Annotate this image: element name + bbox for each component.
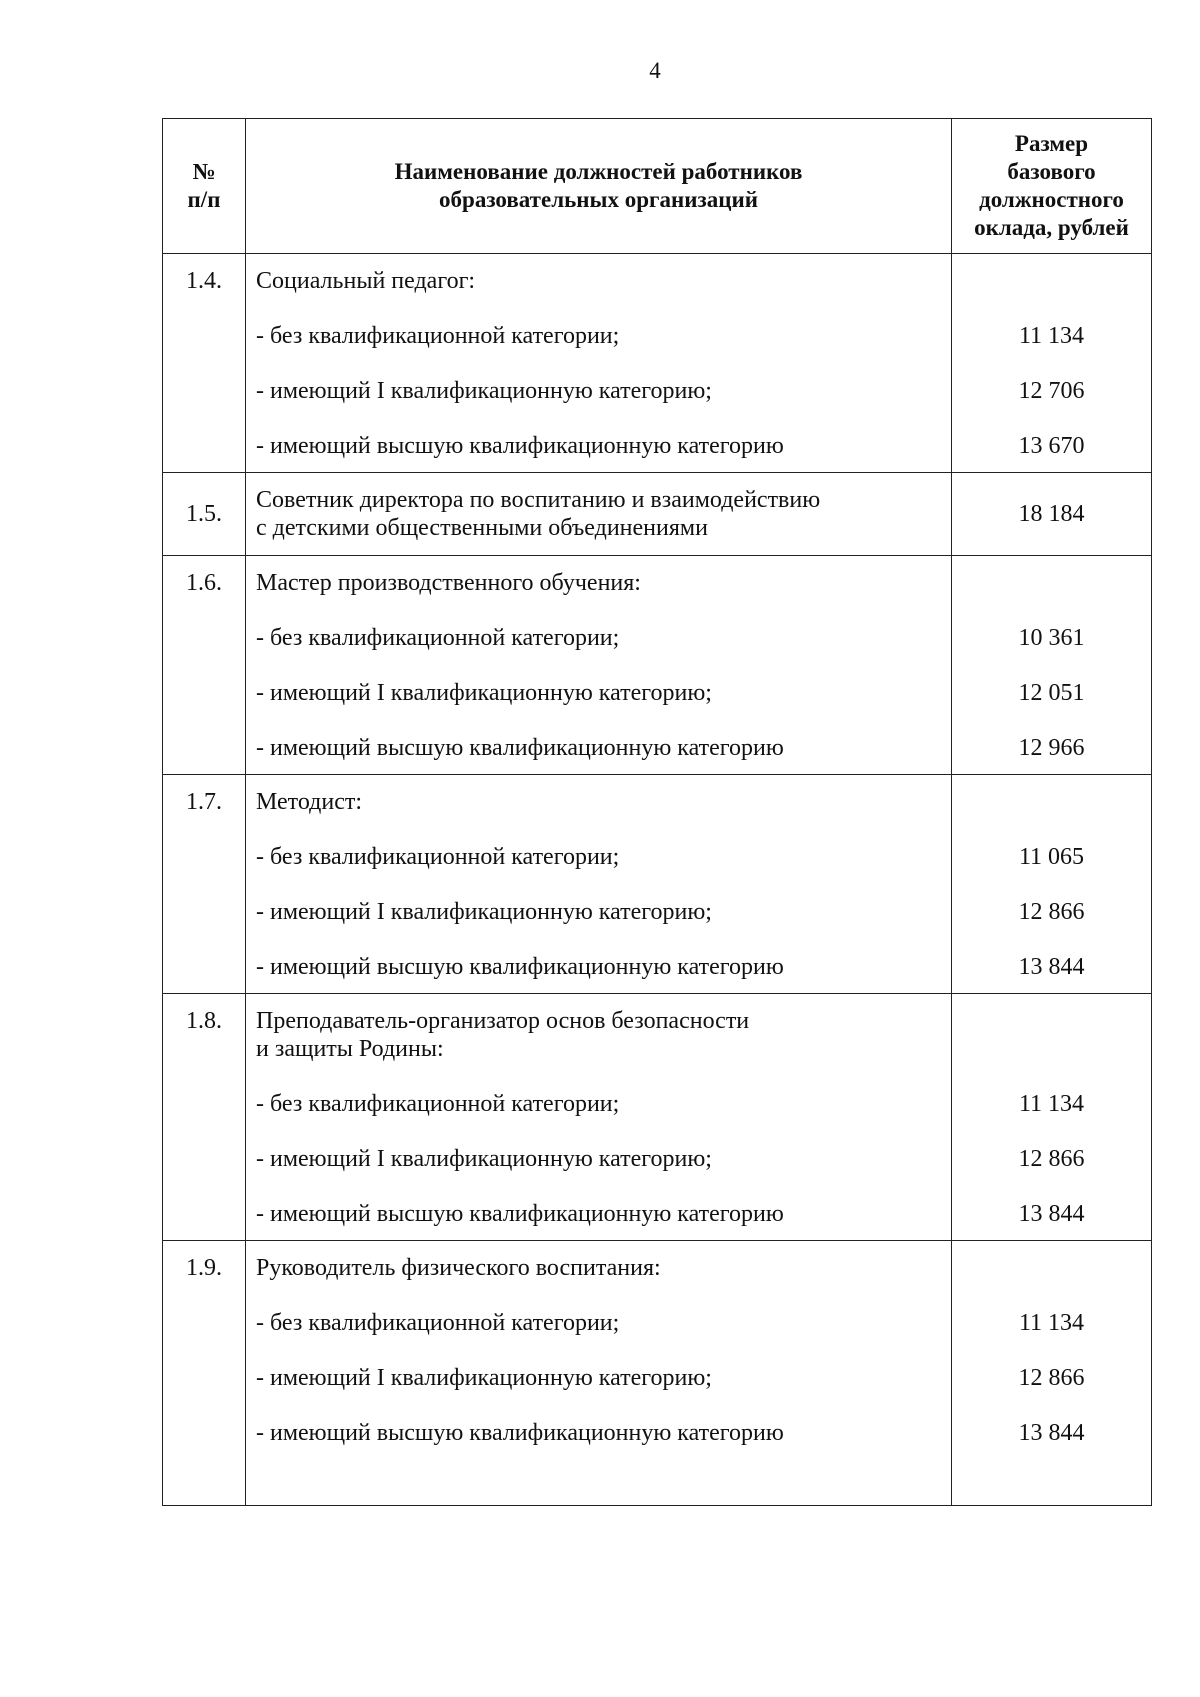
category-label (246, 1392, 952, 1506)
salary-value-empty (952, 1241, 1152, 1283)
category-label (246, 926, 952, 994)
table-body (163, 254, 1152, 1506)
table-row (163, 405, 1152, 473)
salary-value-empty (952, 556, 1152, 598)
position-title-text (256, 556, 951, 597)
salary-value (952, 707, 1152, 775)
table-row (163, 926, 1152, 994)
header-salary-line: должностного (979, 187, 1124, 212)
header-number-line: п/п (187, 187, 221, 212)
row-number-empty (163, 1337, 246, 1392)
table-row (163, 254, 1152, 296)
position-title-line: Социальный педагог: (256, 268, 476, 294)
row-number-empty-text (163, 871, 245, 898)
salary-value (952, 473, 1152, 556)
salary-value-text: 13 844 (1018, 1420, 1085, 1446)
category-label (246, 1282, 952, 1337)
category-label (246, 871, 952, 926)
position-title-text (256, 254, 951, 295)
position-title (246, 556, 952, 598)
table-row (163, 473, 1152, 556)
header-name-line: Наименование должностей работников (394, 159, 803, 184)
row-number-empty (163, 405, 246, 473)
row-number-empty (163, 597, 246, 652)
row-number-empty (163, 1392, 246, 1506)
salary-value (952, 405, 1152, 473)
salary-value-text: 12 966 (1018, 735, 1085, 761)
table-row (163, 1173, 1152, 1241)
header-salary-line: Размер (1014, 131, 1089, 156)
category-label (246, 707, 952, 775)
position-title-line: и защиты Родины: (256, 1036, 444, 1062)
category-label (246, 1173, 952, 1241)
position-title (246, 775, 952, 817)
position-title-text (256, 1241, 951, 1282)
table-row (163, 871, 1152, 926)
category-label-text: - без квалификационной категории; (256, 1091, 620, 1117)
salary-value (952, 1282, 1152, 1337)
table-row (163, 556, 1152, 598)
category-label-text: - имеющий высшую квалификационную категорию (256, 1201, 784, 1227)
header-position-name (246, 119, 952, 254)
table-row (163, 652, 1152, 707)
row-number-text: 1.9. (186, 1255, 222, 1281)
table-row (163, 1241, 1152, 1283)
row-number-empty-text (163, 707, 245, 746)
row-number-empty-text (163, 1337, 245, 1364)
header-number (163, 119, 246, 254)
row-number-empty (163, 1282, 246, 1337)
salary-value-empty-text (952, 556, 1151, 569)
position-title-line: Преподаватель-организатор основ безопасности (256, 1008, 750, 1034)
row-number-empty (163, 295, 246, 350)
category-label (246, 1337, 952, 1392)
salary-value-text: 12 706 (1018, 378, 1085, 404)
row-number-empty (163, 1063, 246, 1118)
salary-value-text: 10 361 (1018, 625, 1085, 651)
salary-value (952, 652, 1152, 707)
category-label-text: - без квалификационной категории; (256, 625, 620, 651)
category-label-text: - имеющий I квалификационную категорию; (256, 378, 712, 404)
category-label-text: - имеющий высшую квалификационную категорию (256, 1420, 784, 1446)
row-number (163, 556, 246, 598)
salary-value-text: 13 844 (1018, 1201, 1085, 1227)
salary-value-text: 12 866 (1018, 1146, 1085, 1172)
table-row (163, 1063, 1152, 1118)
salary-value-empty (952, 254, 1152, 296)
salary-value-text: 12 866 (1018, 1365, 1085, 1391)
table-row (163, 295, 1152, 350)
row-number-empty-text (163, 1063, 245, 1090)
position-title-text (256, 473, 951, 555)
salary-value-empty-text (952, 775, 1151, 788)
row-number-empty-text (163, 1118, 245, 1145)
salary-value-text: 11 134 (1018, 1091, 1085, 1117)
salary-value-text: 18 184 (1018, 501, 1085, 527)
salary-value-text: 11 134 (1018, 1310, 1085, 1336)
salary-value-empty-text (952, 254, 1151, 267)
salary-value (952, 1337, 1152, 1392)
table-row (163, 994, 1152, 1064)
table-row (163, 597, 1152, 652)
category-label (246, 405, 952, 473)
position-title (246, 994, 952, 1064)
category-label (246, 350, 952, 405)
row-number (163, 254, 246, 296)
page-number: 4 (649, 58, 661, 83)
row-number-empty (163, 652, 246, 707)
row-number-empty-text (163, 926, 245, 965)
category-label-text: - без квалификационной категории; (256, 844, 620, 870)
row-number-empty-text (163, 405, 245, 444)
row-number (163, 994, 246, 1064)
category-label-text: - имеющий I квалификационную категорию; (256, 1146, 712, 1172)
row-number-empty (163, 926, 246, 994)
row-number-empty (163, 1173, 246, 1241)
salary-value-text: 11 065 (1018, 844, 1085, 870)
row-number-text: 1.6. (186, 570, 222, 596)
salary-value (952, 1173, 1152, 1241)
category-label (246, 816, 952, 871)
table-row (163, 1392, 1152, 1506)
salary-value-empty-text (952, 1241, 1151, 1254)
category-label-text: - имеющий высшую квалификационную категорию (256, 954, 784, 980)
header-salary-line: оклада, рублей (974, 215, 1129, 240)
table-header (163, 119, 1152, 254)
salary-value-empty-text (952, 994, 1151, 1007)
header-salary-line: базового (1007, 159, 1096, 184)
category-label-text: - без квалификационной категории; (256, 323, 620, 349)
category-label-text: - без квалификационной категории; (256, 1310, 620, 1336)
salary-value-text: 13 670 (1018, 433, 1085, 459)
salary-value (952, 1392, 1152, 1506)
category-label (246, 652, 952, 707)
salary-value-empty (952, 775, 1152, 817)
row-number-text: 1.4. (186, 268, 222, 294)
position-title (246, 254, 952, 296)
category-label (246, 295, 952, 350)
position-title-line: Руководитель физического воспитания: (256, 1255, 661, 1281)
row-number-empty-text (163, 597, 245, 624)
row-number-empty-text (163, 816, 245, 843)
row-number-empty-text (163, 1282, 245, 1309)
salary-value (952, 871, 1152, 926)
table-row (163, 1118, 1152, 1173)
category-label-text: - имеющий I квалификационную категорию; (256, 899, 712, 925)
salary-value (952, 597, 1152, 652)
category-label (246, 597, 952, 652)
table-row (163, 1337, 1152, 1392)
row-number (163, 473, 246, 556)
salary-table (162, 118, 1152, 1506)
salary-value (952, 926, 1152, 994)
salary-value-text: 11 134 (1018, 323, 1085, 349)
position-title (246, 1241, 952, 1283)
category-label-text: - имеющий высшую квалификационную категорию (256, 433, 784, 459)
salary-value-text: 13 844 (1018, 954, 1085, 980)
salary-value-text: 12 051 (1018, 680, 1085, 706)
row-number-text: 1.7. (186, 789, 222, 815)
salary-value-text: 12 866 (1018, 899, 1085, 925)
row-number-empty-text (163, 1392, 245, 1477)
category-label-text: - имеющий I квалификационную категорию; (256, 680, 712, 706)
position-title (246, 473, 952, 556)
header-number-line: № (192, 159, 216, 184)
salary-value (952, 350, 1152, 405)
header-salary (952, 119, 1152, 254)
row-number-empty (163, 350, 246, 405)
header-name-line: образовательных организаций (439, 187, 758, 212)
salary-value (952, 1118, 1152, 1173)
salary-value (952, 295, 1152, 350)
table-row (163, 816, 1152, 871)
row-number-empty (163, 1118, 246, 1173)
row-number-empty-text (163, 652, 245, 679)
row-number (163, 1241, 246, 1283)
row-number-empty (163, 871, 246, 926)
position-title-line: с детскими общественными объединениями (256, 515, 708, 541)
position-title-text (256, 775, 951, 816)
row-number-empty-text (163, 1173, 245, 1212)
row-number-empty (163, 707, 246, 775)
category-label (246, 1118, 952, 1173)
table-row (163, 350, 1152, 405)
row-number-text: 1.8. (186, 1008, 222, 1034)
salary-value-empty (952, 994, 1152, 1064)
table-row (163, 775, 1152, 817)
category-label (246, 1063, 952, 1118)
position-title-line: Методист: (256, 789, 363, 815)
row-number-empty-text (163, 350, 245, 377)
salary-value (952, 816, 1152, 871)
position-title-line: Советник директора по воспитанию и взаимодействию (256, 487, 821, 513)
salary-value (952, 1063, 1152, 1118)
row-number (163, 775, 246, 817)
table-row (163, 1282, 1152, 1337)
position-title-text (256, 994, 951, 1063)
position-title-line: Мастер производственного обучения: (256, 570, 641, 596)
row-number-empty-text (163, 295, 245, 322)
row-number-empty (163, 816, 246, 871)
row-number-text: 1.5. (186, 501, 222, 527)
category-label-text: - имеющий высшую квалификационную категорию (256, 735, 784, 761)
category-label-text: - имеющий I квалификационную категорию; (256, 1365, 712, 1391)
table-row (163, 707, 1152, 775)
